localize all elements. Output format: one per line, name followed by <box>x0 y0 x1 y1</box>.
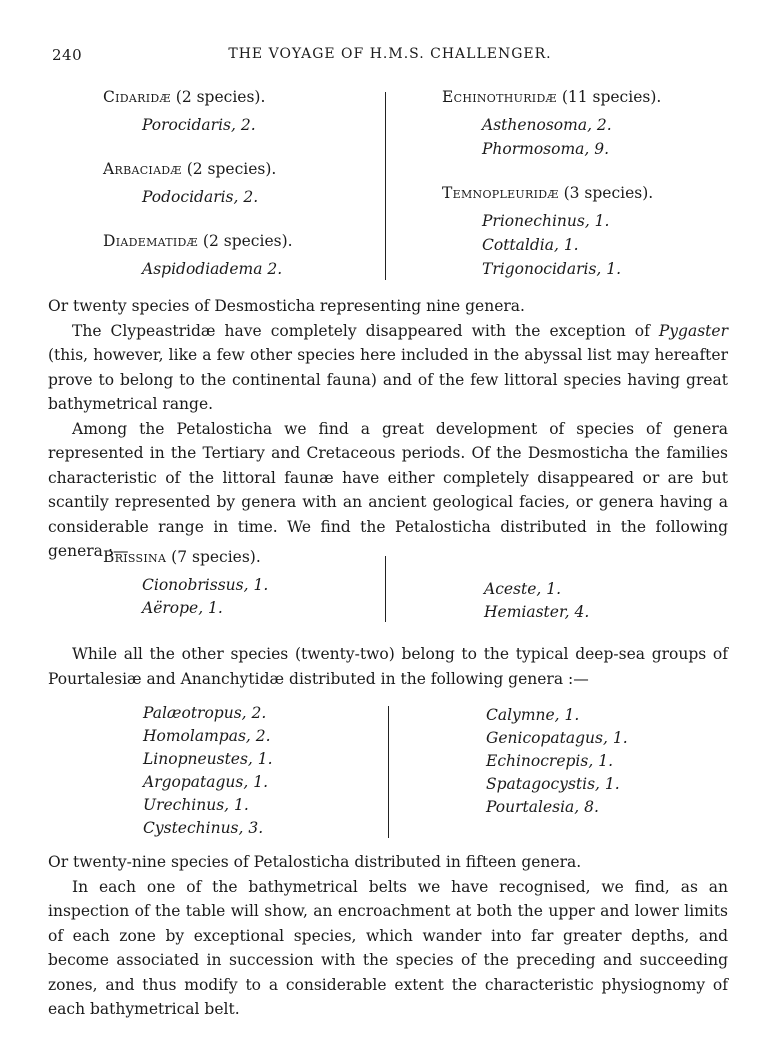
genus-entry: Homolampas, 2. <box>143 727 271 745</box>
family-heading: Cidaridæ (2 species). <box>103 88 266 106</box>
paragraph: Or twenty species of Desmosticha representing nine genera. <box>48 297 525 315</box>
page-header <box>52 46 728 68</box>
genus-entry: Cystechinus, 3. <box>143 819 264 837</box>
genus-entry: Cottaldia, 1. <box>482 236 579 254</box>
genus-entry: Linopneustes, 1. <box>143 750 273 768</box>
genus-entry: Phormosoma, 9. <box>482 140 610 158</box>
family-heading: Temnopleuridæ (3 species). <box>442 184 654 202</box>
paragraph: The Clypeastridæ have completely disappeared with the exception of Pygaster (this, however, like a few other species here included in the abyssal list may hereafter prove to belong to the continental fauna) and of the few littoral species having great bathymetrical range. <box>48 321 728 413</box>
family-table-desmosticha <box>0 88 776 288</box>
paragraph: In each one of the bathymetrical belts we have recognised, we find, as an inspection of the table will show, an encroachment at both the upper and lower limits of each zone by exceptional species, which wander into far greater depths, and become associated in succession with the species of the preceding and succeeding zones, and thus modify to a considerable extent the characteristic physiognomy of each bathymetrical belt. <box>48 877 728 1018</box>
genus-entry: Echinocrepis, 1. <box>486 752 613 770</box>
genus-entry: Argopatagus, 1. <box>143 773 268 791</box>
family-heading: Arbaciadæ (2 species). <box>103 160 277 178</box>
family-heading: Diadematidæ (2 species). <box>103 232 293 250</box>
genus-entry: Aërope, 1. <box>142 599 223 617</box>
family-table-brissina <box>0 548 776 622</box>
family-heading: Brissina (7 species). <box>103 548 261 566</box>
genus-entry: Pourtalesia, 8. <box>486 798 599 816</box>
genera-table-spatangoida <box>0 704 776 844</box>
body-text-block-2 <box>48 642 728 691</box>
genus-entry: Podocidaris, 2. <box>142 188 259 206</box>
genus-entry: Porocidaris, 2. <box>142 116 256 134</box>
genus-entry: Palæotropus, 2. <box>143 704 267 722</box>
genus-entry: Aceste, 1. <box>484 580 562 598</box>
family-heading: Echinothuridæ (11 species). <box>442 88 662 106</box>
genus-entry: Urechinus, 1. <box>143 796 249 814</box>
running-title: THE VOYAGE OF H.M.S. CHALLENGER. <box>228 46 552 62</box>
genus-entry: Prionechinus, 1. <box>482 212 610 230</box>
genus-entry: Cionobrissus, 1. <box>142 576 269 594</box>
genus-entry: Trigonocidaris, 1. <box>482 260 622 278</box>
paragraph: Among the Petalosticha we find a great development of species of genera represented in the Tertiary and Cretaceous periods. Of the Desmosticha the families characteristic of the littoral faunæ have either completely disappeared or are but scantily represented by genera with an ancient geological facies, or genera having a considerable range in time. We find the Petalosticha distributed in the following genera :— <box>48 419 728 560</box>
body-text-block-3 <box>48 850 728 1022</box>
column-divider <box>388 706 389 838</box>
paragraph: Or twenty-nine species of Petalosticha distributed in fifteen genera. <box>48 853 582 871</box>
genus-entry: Genicopatagus, 1. <box>486 729 628 747</box>
genus-entry: Spatagocystis, 1. <box>486 775 620 793</box>
page-number: 240 <box>52 46 83 64</box>
body-text-block-1 <box>48 294 728 564</box>
column-divider <box>385 556 386 622</box>
paragraph: While all the other species (twenty-two) belong to the typical deep-sea groups of Pourtalesiæ and Ananchytidæ distributed in the following genera :— <box>48 645 728 688</box>
genus-entry: Hemiaster, 4. <box>484 603 590 621</box>
genus-entry: Asthenosoma, 2. <box>482 116 612 134</box>
genus-entry: Aspidodiadema 2. <box>142 260 283 278</box>
genus-entry: Calymne, 1. <box>486 706 580 724</box>
column-divider <box>385 92 386 280</box>
